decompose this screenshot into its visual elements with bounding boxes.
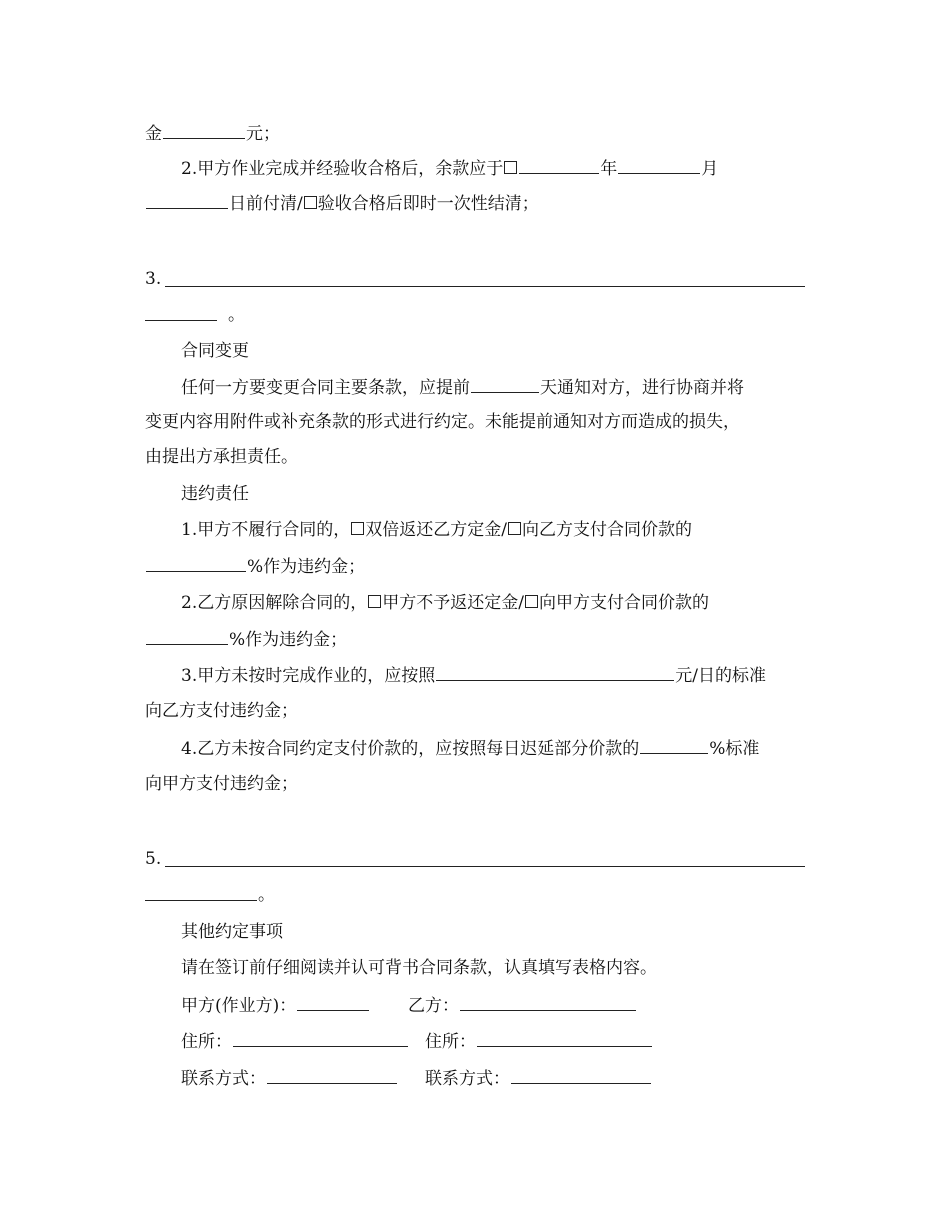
item5-blank-line-2 bbox=[145, 900, 257, 901]
breach-item4-b: %标准 bbox=[709, 739, 760, 759]
address-b-blank bbox=[477, 1030, 652, 1047]
payment-item-3-end: 。 bbox=[228, 305, 245, 325]
breach-item2-c: 向甲方支付合同价款的 bbox=[538, 593, 709, 613]
change-para-line1-b: 天通知对方，进行协商并将 bbox=[540, 378, 744, 398]
year-label: 年 bbox=[600, 159, 618, 179]
payment-item-3-label: 3. bbox=[145, 269, 162, 289]
breach-item1-c: 向乙方支付合同价款的 bbox=[521, 520, 692, 540]
checkbox-icon bbox=[504, 161, 517, 174]
breach-item1-a: 1.甲方不履行合同的， bbox=[181, 520, 351, 540]
breach-item-5-end: 。 bbox=[258, 885, 275, 905]
checkbox-icon bbox=[508, 522, 521, 535]
change-para-line-3: 由提出方承担责任。 bbox=[145, 447, 298, 467]
breach-item2-b: 甲方不予返还定金/ bbox=[382, 593, 524, 613]
daily-rate-blank bbox=[436, 664, 674, 681]
breach-item-3-line-2: 向乙方支付违约金； bbox=[145, 701, 298, 721]
contact-b-blank bbox=[511, 1067, 651, 1084]
contact-a-blank bbox=[267, 1067, 397, 1084]
breach-item-2-line-1 bbox=[181, 592, 709, 614]
address-a-blank bbox=[233, 1030, 408, 1047]
month-label: 月 bbox=[701, 159, 719, 179]
breach-item-2-line-2 bbox=[145, 628, 347, 651]
item3-blank-line-2 bbox=[145, 320, 217, 321]
payment-item2-line2-text: 日前付清/ bbox=[229, 194, 303, 214]
notice-days-blank bbox=[471, 376, 539, 393]
item3-blank-line-1 bbox=[165, 286, 805, 287]
contact-b-label: 联系方式： bbox=[425, 1069, 510, 1089]
breach-item-5-label: 5. bbox=[145, 849, 162, 869]
percent-blank bbox=[146, 628, 228, 645]
other-heading: 其他约定事项 bbox=[181, 922, 283, 942]
breach-item-1-line-2 bbox=[145, 555, 365, 578]
party-a-blank bbox=[297, 994, 369, 1011]
percent-blank bbox=[146, 555, 246, 572]
breach-item-4-line-1 bbox=[181, 737, 759, 760]
address-b-label: 住所： bbox=[425, 1032, 476, 1052]
item5-blank-line-1 bbox=[165, 866, 805, 867]
change-para-line-2: 变更内容用附件或补充条款的形式进行约定。未能提前通知对方而造成的损失， bbox=[145, 412, 740, 432]
change-para-line1-a: 任何一方要变更合同主要条款，应提前 bbox=[181, 378, 470, 398]
payment-line1-suffix: 元； bbox=[246, 124, 280, 144]
payment-item-2-line-1 bbox=[181, 157, 718, 180]
change-para-line-1 bbox=[181, 376, 744, 399]
breach-item3-a: 3.甲方未按时完成作业的，应按照 bbox=[181, 666, 436, 686]
amount-blank bbox=[163, 122, 245, 139]
checkbox-icon bbox=[351, 522, 364, 535]
breach-item1-d: %作为违约金； bbox=[247, 557, 366, 577]
contact-a-label: 联系方式： bbox=[181, 1069, 266, 1089]
other-note: 请在签订前仔细阅读并认可背书合同条款，认真填写表格内容。 bbox=[181, 958, 657, 978]
party-a-field bbox=[181, 994, 370, 1017]
breach-heading: 违约责任 bbox=[181, 484, 249, 504]
breach-item1-b: 双倍返还乙方定金/ bbox=[365, 520, 507, 540]
day-blank bbox=[146, 192, 228, 209]
breach-item-3-line-1 bbox=[181, 664, 766, 687]
address-a-label: 住所： bbox=[181, 1032, 232, 1052]
address-b-field bbox=[425, 1030, 653, 1053]
payment-item2-line2-text2: 验收合格后即时一次性结清； bbox=[317, 194, 539, 214]
payment-item2-text: 2.甲方作业完成并经验收合格后，余款应于 bbox=[181, 159, 504, 179]
contact-a-field bbox=[181, 1067, 398, 1090]
breach-item4-a: 4.乙方未按合同约定支付价款的，应按照每日迟延部分价款的 bbox=[181, 739, 640, 759]
address-a-field bbox=[181, 1030, 409, 1053]
breach-item3-b: 元/日的标准 bbox=[675, 666, 766, 686]
checkbox-icon bbox=[304, 196, 317, 209]
year-blank bbox=[519, 157, 599, 174]
month-blank bbox=[618, 157, 700, 174]
percent-blank bbox=[640, 737, 708, 754]
change-heading: 合同变更 bbox=[181, 341, 249, 361]
breach-item-4-line-2: 向甲方支付违约金； bbox=[145, 774, 298, 794]
breach-item-1-line-1 bbox=[181, 519, 692, 541]
breach-item2-a: 2.乙方原因解除合同的， bbox=[181, 593, 368, 613]
party-b-field bbox=[408, 994, 637, 1017]
party-a-label: 甲方(作业方)： bbox=[181, 996, 297, 1016]
payment-line-1 bbox=[145, 122, 280, 145]
checkbox-icon bbox=[525, 595, 538, 608]
breach-item2-d: %作为违约金； bbox=[229, 630, 348, 650]
payment-item-2-line-2 bbox=[145, 192, 539, 215]
party-b-blank bbox=[460, 994, 636, 1011]
checkbox-icon bbox=[368, 595, 381, 608]
contact-b-field bbox=[425, 1067, 652, 1090]
payment-line1-prefix: 金 bbox=[145, 124, 162, 144]
party-b-label: 乙方： bbox=[408, 996, 459, 1016]
